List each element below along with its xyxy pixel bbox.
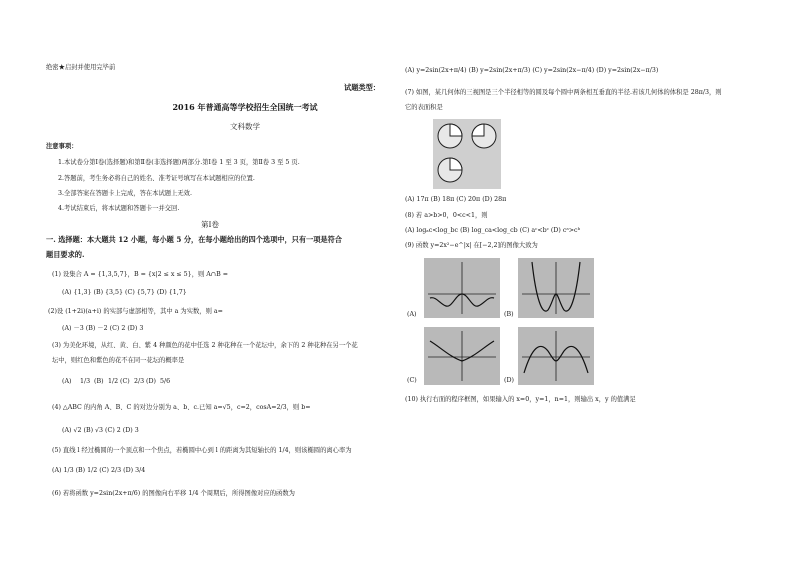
- question-2-options: (A) －3 (B) －2 (C) 2 (D) 3: [62, 325, 144, 332]
- question-3-option-a-label: (A): [62, 378, 72, 385]
- question-3-line1: (3) 为美化环境，从红、黄、白、紫 4 种颜色的花中任选 2 种花种在一个花坛中，余下的 2 种花种在另一个花: [52, 342, 358, 349]
- note-3: 3.全部答案在答题卡上完成，答在本试题上无效.: [58, 190, 192, 197]
- question-6-options: (A) y=2sin(2x+π/4) (B) y=2sin(2x+π/3) (C) y=2sin(2x−π/4) (D) y=2sin(2x−π/3): [405, 67, 659, 74]
- section-instruction-line1: 一. 选择题：本大题共 12 小题，每小题 5 分，在每小题给出的四个选项中，只有一项是符合: [46, 235, 342, 244]
- note-1: 1.本试卷分第Ⅰ卷(选择题)和第Ⅱ卷(非选择题)两部分.第Ⅰ卷 1 至 3 页，第Ⅱ卷 3 至 5 页.: [58, 159, 300, 166]
- question-1: (1) 设集合 A = {1,3,5,7}，B = {x|2 ≤ x ≤ 5}，则 A∩B =: [52, 271, 229, 278]
- question-8-options: (A) logₐc<log_bc (B) log_ca<log_cb (C) aᶜ<bᶜ (D) cᵃ>cᵇ: [405, 227, 581, 234]
- question-5-options: (A) 1/3 (B) 1/2 (C) 2/3 (D) 3/4: [52, 467, 146, 474]
- graph-option-b: [518, 258, 594, 318]
- note-2: 2.答题前，考生务必将自己的姓名、准考证号填写在本试题相应的位置.: [58, 175, 255, 182]
- page-title: 2016 年普通高等学校招生全国统一考试: [172, 102, 318, 112]
- question-3-line2: 坛中，则红色和紫色的花不在同一花坛的概率是: [52, 357, 185, 364]
- part-one-heading: 第Ⅰ卷: [201, 220, 219, 229]
- question-3-option-b: 1/2: [108, 378, 119, 385]
- question-7-line1: (7) 如图，某几何体的三视图是三个半径相等的圆及每个圆中两条相互垂直的半径.若该几何体的体积是 28π/3，则: [405, 89, 722, 96]
- exam-type-label: 试题类型：: [344, 83, 380, 92]
- three-view-figure: [433, 119, 501, 189]
- question-10: (10) 执行右面的程序框图，如果输入的 x=0，y=1，n=1，则输出 x，y 的值满足: [405, 396, 636, 403]
- question-3-option-b-label: (B): [94, 378, 104, 385]
- question-7-options: (A) 17π (B) 18π (C) 20π (D) 28π: [405, 196, 507, 203]
- page-subtitle: 文科数学: [230, 122, 260, 131]
- graph-option-c: [424, 327, 500, 385]
- question-7-line2: 它的表面积是: [405, 104, 443, 111]
- graph-option-a: [424, 258, 500, 318]
- graph-b-label: (B): [504, 311, 514, 318]
- confidential-label: 绝密★启封并使用完毕前: [46, 64, 116, 71]
- question-5: (5) 直线 l 经过椭圆的一个顶点和一个焦点，若椭圆中心到 l 的距离为其短轴长的 1/4，则该椭圆的离心率为: [52, 447, 352, 454]
- question-6: (6) 若将函数 y=2sin(2x+π/6) 的图像向右平移 1/4 个周期后，所得图像对应的函数为: [52, 490, 295, 497]
- question-4-options: (A) √2 (B) √3 (C) 2 (D) 3: [62, 427, 139, 434]
- question-3-option-a: 1/3: [80, 378, 91, 385]
- question-2: (2)设 (1+2i)(a+i) 的实部与虚部相等，其中 a 为实数，则 a=: [48, 308, 223, 315]
- question-9: (9) 函数 y=2x²−e^|x| 在[−2,2]的图像大致为: [405, 242, 538, 249]
- question-3-option-c-label: (C): [120, 378, 130, 385]
- question-4: (4) △ABC 的内角 A、B、C 的对边分别为 a、b、c.已知 a=√5，c=2，cosA=2/3，则 b=: [52, 404, 311, 411]
- graph-a-label: (A): [407, 311, 417, 318]
- question-3-option-d-label: (D): [146, 378, 156, 385]
- graph-option-d: [518, 327, 594, 385]
- question-3-option-d: 5/6: [160, 378, 171, 385]
- section-instruction-line2: 题目要求的.: [46, 250, 85, 259]
- question-3-option-c: 2/3: [134, 378, 145, 385]
- note-4: 4.考试结束后，将本试题和答题卡一并交回.: [58, 205, 180, 212]
- question-1-options: (A) {1,3} (B) {3,5} (C) {5,7} (D) {1,7}: [62, 289, 187, 296]
- question-8: (8) 若 a>b>0，0<c<1，则: [405, 212, 488, 219]
- notes-heading: 注意事项：: [46, 143, 78, 150]
- graph-c-label: (C): [407, 377, 417, 384]
- graph-d-label: (D): [504, 377, 514, 384]
